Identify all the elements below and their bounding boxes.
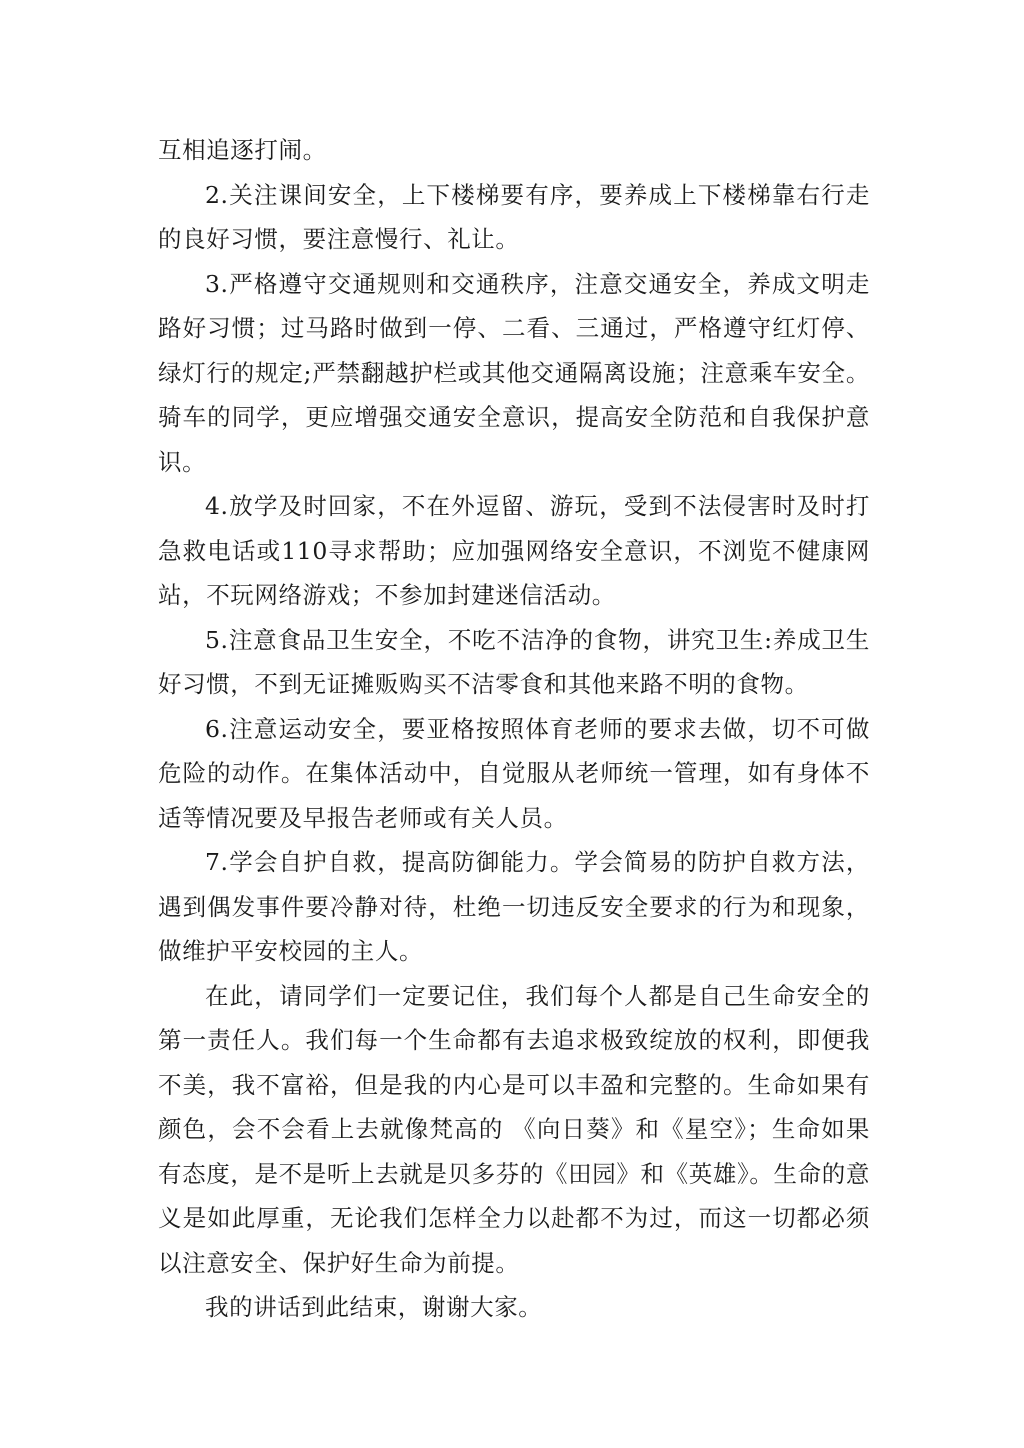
paragraph-end: 我的讲话到此结束，谢谢大家。 <box>205 1293 543 1321</box>
paragraph-continuation: 互相追逐打闹。 <box>158 136 327 164</box>
paragraph-item-7: 7.学会自护自救，提高防御能力。学会简易的防护自救方法，遇到偶发事件要冷静对待，杜绝一切违反安全要求的行为和现象，做维护平安校园的主人。 <box>158 848 870 965</box>
paragraph-item-2: 2.关注课间安全，上下楼梯要有序，要养成上下楼梯靠右行走的良好习惯，要注意慢行、礼让。 <box>158 180 870 253</box>
paragraph-item-6: 6.注意运动安全，要亚格按照体育老师的要求去做，切不可做危险的动作。在集体活动中，自觉服从老师统一管理，如有身体不适等情况要及早报告老师或有关人员。 <box>158 714 870 832</box>
paragraph-item-4: 4.放学及时回家，不在外逗留、游玩，受到不法侵害时及时打急救电话或110寻求帮助；应加强网络安全意识，不浏览不健康网站，不玩网络游戏；不参加封建迷信活动。 <box>158 492 870 609</box>
paragraph-item-3: 3.严格遵守交通规则和交通秩序，注意交通安全，养成文明走路好习惯；过马路时做到一停、二看、三通过，严格遵守红灯停、绿灯行的规定;严禁翻越护栏或其他交通隔离设施；注意乘车安全。骑车的同学，更应增强交通安全意识，提高安全防范和自我保护意识。 <box>158 269 870 476</box>
document-body <box>158 128 870 1330</box>
paragraph-item-5: 5.注意食品卫生安全，不吃不洁净的食物，讲究卫生:养成卫生好习惯，不到无证摊贩购买不洁零食和其他来路不明的食物。 <box>158 625 870 698</box>
paragraph-closing-remarks: 在此，请同学们一定要记住，我们每个人都是自己生命安全的第一责任人。我们每一个生命都有去追求极致绽放的权利，即便我不美，我不富裕，但是我的内心是可以丰盈和完整的。生命如果有颜色，会不会看上去就像梵高的 《向日葵》和《星空》；生命如果有态度，是不是听上去就是贝多芬的《田园》和《英雄》。生命的意义是如此厚重，无论我们怎样全力以赴都不为过，而这一切都必须以注意安全、保护好生命为前提。 <box>158 981 870 1277</box>
